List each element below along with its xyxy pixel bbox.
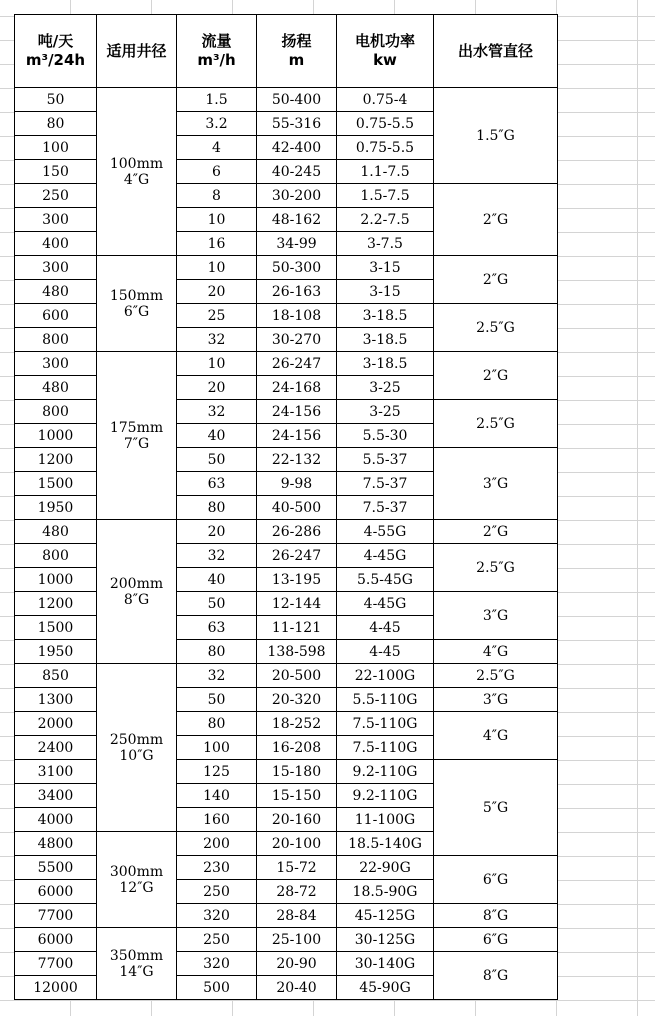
well-diameter-mm: 100mm [109,155,164,172]
tons-per-day-cell: 2400 [15,736,97,760]
flow-cell: 80 [177,712,257,736]
motor-power-cell: 3-7.5 [337,232,434,256]
head-cell: 28-72 [257,880,337,904]
motor-power-cell: 4-45G [337,544,434,568]
table-row [15,952,558,976]
tons-per-day-cell: 7700 [15,952,97,976]
flow-cell: 32 [177,400,257,424]
head-cell: 20-100 [257,832,337,856]
pump-spec-table [14,14,558,1000]
head-cell: 138-598 [257,640,337,664]
well-diameter-cell [97,520,177,664]
motor-power-cell: 1.5-7.5 [337,184,434,208]
motor-power-cell: 3-15 [337,280,434,304]
head-cell: 34-99 [257,232,337,256]
flow-cell: 160 [177,808,257,832]
flow-cell: 50 [177,592,257,616]
table-row [15,592,558,616]
tons-per-day-cell: 800 [15,328,97,352]
tons-per-day-cell: 1200 [15,592,97,616]
flow-cell: 1.5 [177,88,257,112]
well-diameter-inch: 8″G [123,591,150,608]
head-cell: 20-320 [257,688,337,712]
motor-power-cell: 30-125G [337,928,434,952]
table-row [15,856,558,880]
well-diameter-inch: 12″G [119,879,154,896]
head-cell: 50-400 [257,88,337,112]
motor-power-cell: 7.5-110G [337,736,434,760]
table-row [15,256,558,280]
motor-power-cell: 3-15 [337,256,434,280]
flow-cell: 3.2 [177,112,257,136]
motor-power-cell: 7.5-37 [337,496,434,520]
motor-power-cell: 9.2-110G [337,784,434,808]
motor-power-cell: 1.1-7.5 [337,160,434,184]
motor-power-cell: 3-25 [337,400,434,424]
tons-per-day-cell: 300 [15,352,97,376]
header-outlet-line1: 出水管直径 [457,41,533,60]
motor-power-cell: 5.5-30 [337,424,434,448]
motor-power-cell: 30-140G [337,952,434,976]
head-cell: 15-150 [257,784,337,808]
tons-per-day-cell: 150 [15,160,97,184]
motor-power-cell: 18.5-140G [337,832,434,856]
tons-per-day-cell: 3400 [15,784,97,808]
motor-power-cell: 45-90G [337,976,434,1000]
tons-per-day-cell: 50 [15,88,97,112]
table-row [15,640,558,664]
header-well-diameter [97,15,177,88]
flow-cell: 50 [177,448,257,472]
head-cell: 42-400 [257,136,337,160]
motor-power-cell: 4-45 [337,616,434,640]
motor-power-cell: 22-100G [337,664,434,688]
outlet-diameter-cell: 4″G [434,640,558,664]
head-cell: 20-40 [257,976,337,1000]
motor-power-cell: 4-45G [337,592,434,616]
well-diameter-mm: 175mm [109,419,164,436]
tons-per-day-cell: 1000 [15,568,97,592]
tons-per-day-cell: 300 [15,256,97,280]
flow-cell: 80 [177,640,257,664]
header-row [15,15,558,88]
motor-power-cell: 0.75-5.5 [337,112,434,136]
outlet-diameter-cell: 1.5″G [434,88,558,184]
head-cell: 22-132 [257,448,337,472]
outlet-diameter-cell: 6″G [434,856,558,904]
flow-cell: 6 [177,160,257,184]
head-cell: 26-247 [257,352,337,376]
header-tons-line2: m³/24h [25,51,86,69]
tons-per-day-cell: 480 [15,280,97,304]
tons-per-day-cell: 480 [15,376,97,400]
flow-cell: 140 [177,784,257,808]
head-cell: 18-252 [257,712,337,736]
tons-per-day-cell: 600 [15,304,97,328]
head-cell: 13-195 [257,568,337,592]
table-row [15,688,558,712]
head-cell: 40-500 [257,496,337,520]
table-row [15,304,558,328]
head-cell: 24-156 [257,424,337,448]
tons-per-day-cell: 4800 [15,832,97,856]
tons-per-day-cell: 800 [15,400,97,424]
well-diameter-cell [97,88,177,256]
tons-per-day-cell: 4000 [15,808,97,832]
head-cell: 48-162 [257,208,337,232]
head-cell: 11-121 [257,616,337,640]
well-diameter-inch: 4″G [123,171,150,188]
flow-cell: 20 [177,376,257,400]
flow-cell: 320 [177,952,257,976]
outlet-diameter-cell: 2.5″G [434,304,558,352]
motor-power-cell: 11-100G [337,808,434,832]
flow-cell: 250 [177,880,257,904]
table-row [15,712,558,736]
flow-cell: 230 [177,856,257,880]
head-cell: 20-160 [257,808,337,832]
outlet-diameter-cell: 2.5″G [434,664,558,688]
table-row [15,352,558,376]
motor-power-cell: 0.75-4 [337,88,434,112]
well-diameter-mm: 250mm [109,731,164,748]
flow-cell: 16 [177,232,257,256]
head-cell: 26-286 [257,520,337,544]
motor-power-cell: 5.5-37 [337,448,434,472]
flow-cell: 250 [177,928,257,952]
flow-cell: 32 [177,328,257,352]
outlet-diameter-cell: 3″G [434,688,558,712]
tons-per-day-cell: 3100 [15,760,97,784]
tons-per-day-cell: 2000 [15,712,97,736]
tons-per-day-cell: 1500 [15,472,97,496]
head-cell: 30-270 [257,328,337,352]
table-row [15,400,558,424]
header-power-line2: kw [373,51,397,69]
motor-power-cell: 3-18.5 [337,328,434,352]
flow-cell: 100 [177,736,257,760]
table-row [15,448,558,472]
tons-per-day-cell: 7700 [15,904,97,928]
head-cell: 26-247 [257,544,337,568]
tons-per-day-cell: 400 [15,232,97,256]
outlet-diameter-cell: 3″G [434,448,558,520]
tons-per-day-cell: 1000 [15,424,97,448]
head-cell: 15-72 [257,856,337,880]
flow-cell: 20 [177,280,257,304]
outlet-diameter-cell: 4″G [434,712,558,760]
flow-cell: 200 [177,832,257,856]
well-diameter-inch: 6″G [123,303,150,320]
outlet-diameter-cell: 8″G [434,952,558,1000]
outlet-diameter-cell: 2″G [434,256,558,304]
flow-cell: 32 [177,544,257,568]
head-cell: 20-90 [257,952,337,976]
tons-per-day-cell: 5500 [15,856,97,880]
flow-cell: 500 [177,976,257,1000]
flow-cell: 63 [177,472,257,496]
head-cell: 30-200 [257,184,337,208]
flow-cell: 40 [177,568,257,592]
header-head [257,15,337,88]
table-body [15,88,558,1000]
header-flow-line1: 流量 [201,32,232,50]
outlet-diameter-cell: 3″G [434,592,558,640]
header-tons-line1: 吨/天 [37,32,74,50]
table-row [15,520,558,544]
motor-power-cell: 4-45 [337,640,434,664]
flow-cell: 25 [177,304,257,328]
header-head-line2: m [288,51,305,69]
outlet-diameter-cell: 5″G [434,760,558,856]
tons-per-day-cell: 1200 [15,448,97,472]
well-diameter-cell [97,832,177,928]
well-diameter-mm: 350mm [109,947,164,964]
tons-per-day-cell: 1950 [15,496,97,520]
head-cell: 28-84 [257,904,337,928]
tons-per-day-cell: 6000 [15,928,97,952]
flow-cell: 50 [177,688,257,712]
head-cell: 18-108 [257,304,337,328]
header-power-line1: 电机功率 [354,32,415,50]
table-row [15,544,558,568]
outlet-diameter-cell: 2″G [434,184,558,256]
motor-power-cell: 2.2-7.5 [337,208,434,232]
well-diameter-cell [97,664,177,832]
outlet-diameter-cell: 6″G [434,928,558,952]
flow-cell: 40 [177,424,257,448]
motor-power-cell: 4-55G [337,520,434,544]
motor-power-cell: 5.5-45G [337,568,434,592]
header-head-line1: 扬程 [281,32,312,50]
head-cell: 15-180 [257,760,337,784]
flow-cell: 4 [177,136,257,160]
flow-cell: 8 [177,184,257,208]
tons-per-day-cell: 12000 [15,976,97,1000]
table-row [15,664,558,688]
outlet-diameter-cell: 2″G [434,520,558,544]
well-diameter-mm: 200mm [109,575,164,592]
head-cell: 26-163 [257,280,337,304]
tons-per-day-cell: 800 [15,544,97,568]
flow-cell: 63 [177,616,257,640]
header-flow [177,15,257,88]
flow-cell: 20 [177,520,257,544]
flow-cell: 10 [177,256,257,280]
well-diameter-inch: 7″G [123,435,150,452]
head-cell: 24-168 [257,376,337,400]
header-outlet-diameter [434,15,558,88]
motor-power-cell: 7.5-37 [337,472,434,496]
header-tons [15,15,97,88]
tons-per-day-cell: 100 [15,136,97,160]
well-diameter-mm: 150mm [109,287,164,304]
table-row [15,88,558,112]
tons-per-day-cell: 250 [15,184,97,208]
motor-power-cell: 0.75-5.5 [337,136,434,160]
tons-per-day-cell: 6000 [15,880,97,904]
tons-per-day-cell: 850 [15,664,97,688]
header-well-line1: 适用井径 [106,41,167,60]
table-row [15,184,558,208]
well-diameter-inch: 14″G [119,963,154,980]
table-row [15,760,558,784]
outlet-diameter-cell: 2.5″G [434,544,558,592]
outlet-diameter-cell: 2.5″G [434,400,558,448]
well-diameter-inch: 10″G [119,747,154,764]
header-motor-power [337,15,434,88]
table-row [15,928,558,952]
table-row [15,904,558,928]
well-diameter-mm: 300mm [109,863,164,880]
motor-power-cell: 45-125G [337,904,434,928]
head-cell: 40-245 [257,160,337,184]
well-diameter-cell [97,352,177,520]
motor-power-cell: 3-18.5 [337,352,434,376]
head-cell: 12-144 [257,592,337,616]
outlet-diameter-cell: 8″G [434,904,558,928]
motor-power-cell: 5.5-110G [337,688,434,712]
motor-power-cell: 3-25 [337,376,434,400]
flow-cell: 80 [177,496,257,520]
tons-per-day-cell: 80 [15,112,97,136]
tons-per-day-cell: 300 [15,208,97,232]
flow-cell: 32 [177,664,257,688]
outlet-diameter-cell: 2″G [434,352,558,400]
flow-cell: 10 [177,352,257,376]
well-diameter-cell [97,256,177,352]
flow-cell: 320 [177,904,257,928]
motor-power-cell: 9.2-110G [337,760,434,784]
head-cell: 9-98 [257,472,337,496]
motor-power-cell: 22-90G [337,856,434,880]
tons-per-day-cell: 480 [15,520,97,544]
head-cell: 24-156 [257,400,337,424]
flow-cell: 125 [177,760,257,784]
head-cell: 20-500 [257,664,337,688]
head-cell: 55-316 [257,112,337,136]
head-cell: 16-208 [257,736,337,760]
head-cell: 50-300 [257,256,337,280]
well-diameter-cell [97,928,177,1000]
flow-cell: 10 [177,208,257,232]
motor-power-cell: 3-18.5 [337,304,434,328]
motor-power-cell: 18.5-90G [337,880,434,904]
header-flow-line2: m³/h [197,51,236,69]
tons-per-day-cell: 1500 [15,616,97,640]
head-cell: 25-100 [257,928,337,952]
motor-power-cell: 7.5-110G [337,712,434,736]
tons-per-day-cell: 1950 [15,640,97,664]
tons-per-day-cell: 1300 [15,688,97,712]
